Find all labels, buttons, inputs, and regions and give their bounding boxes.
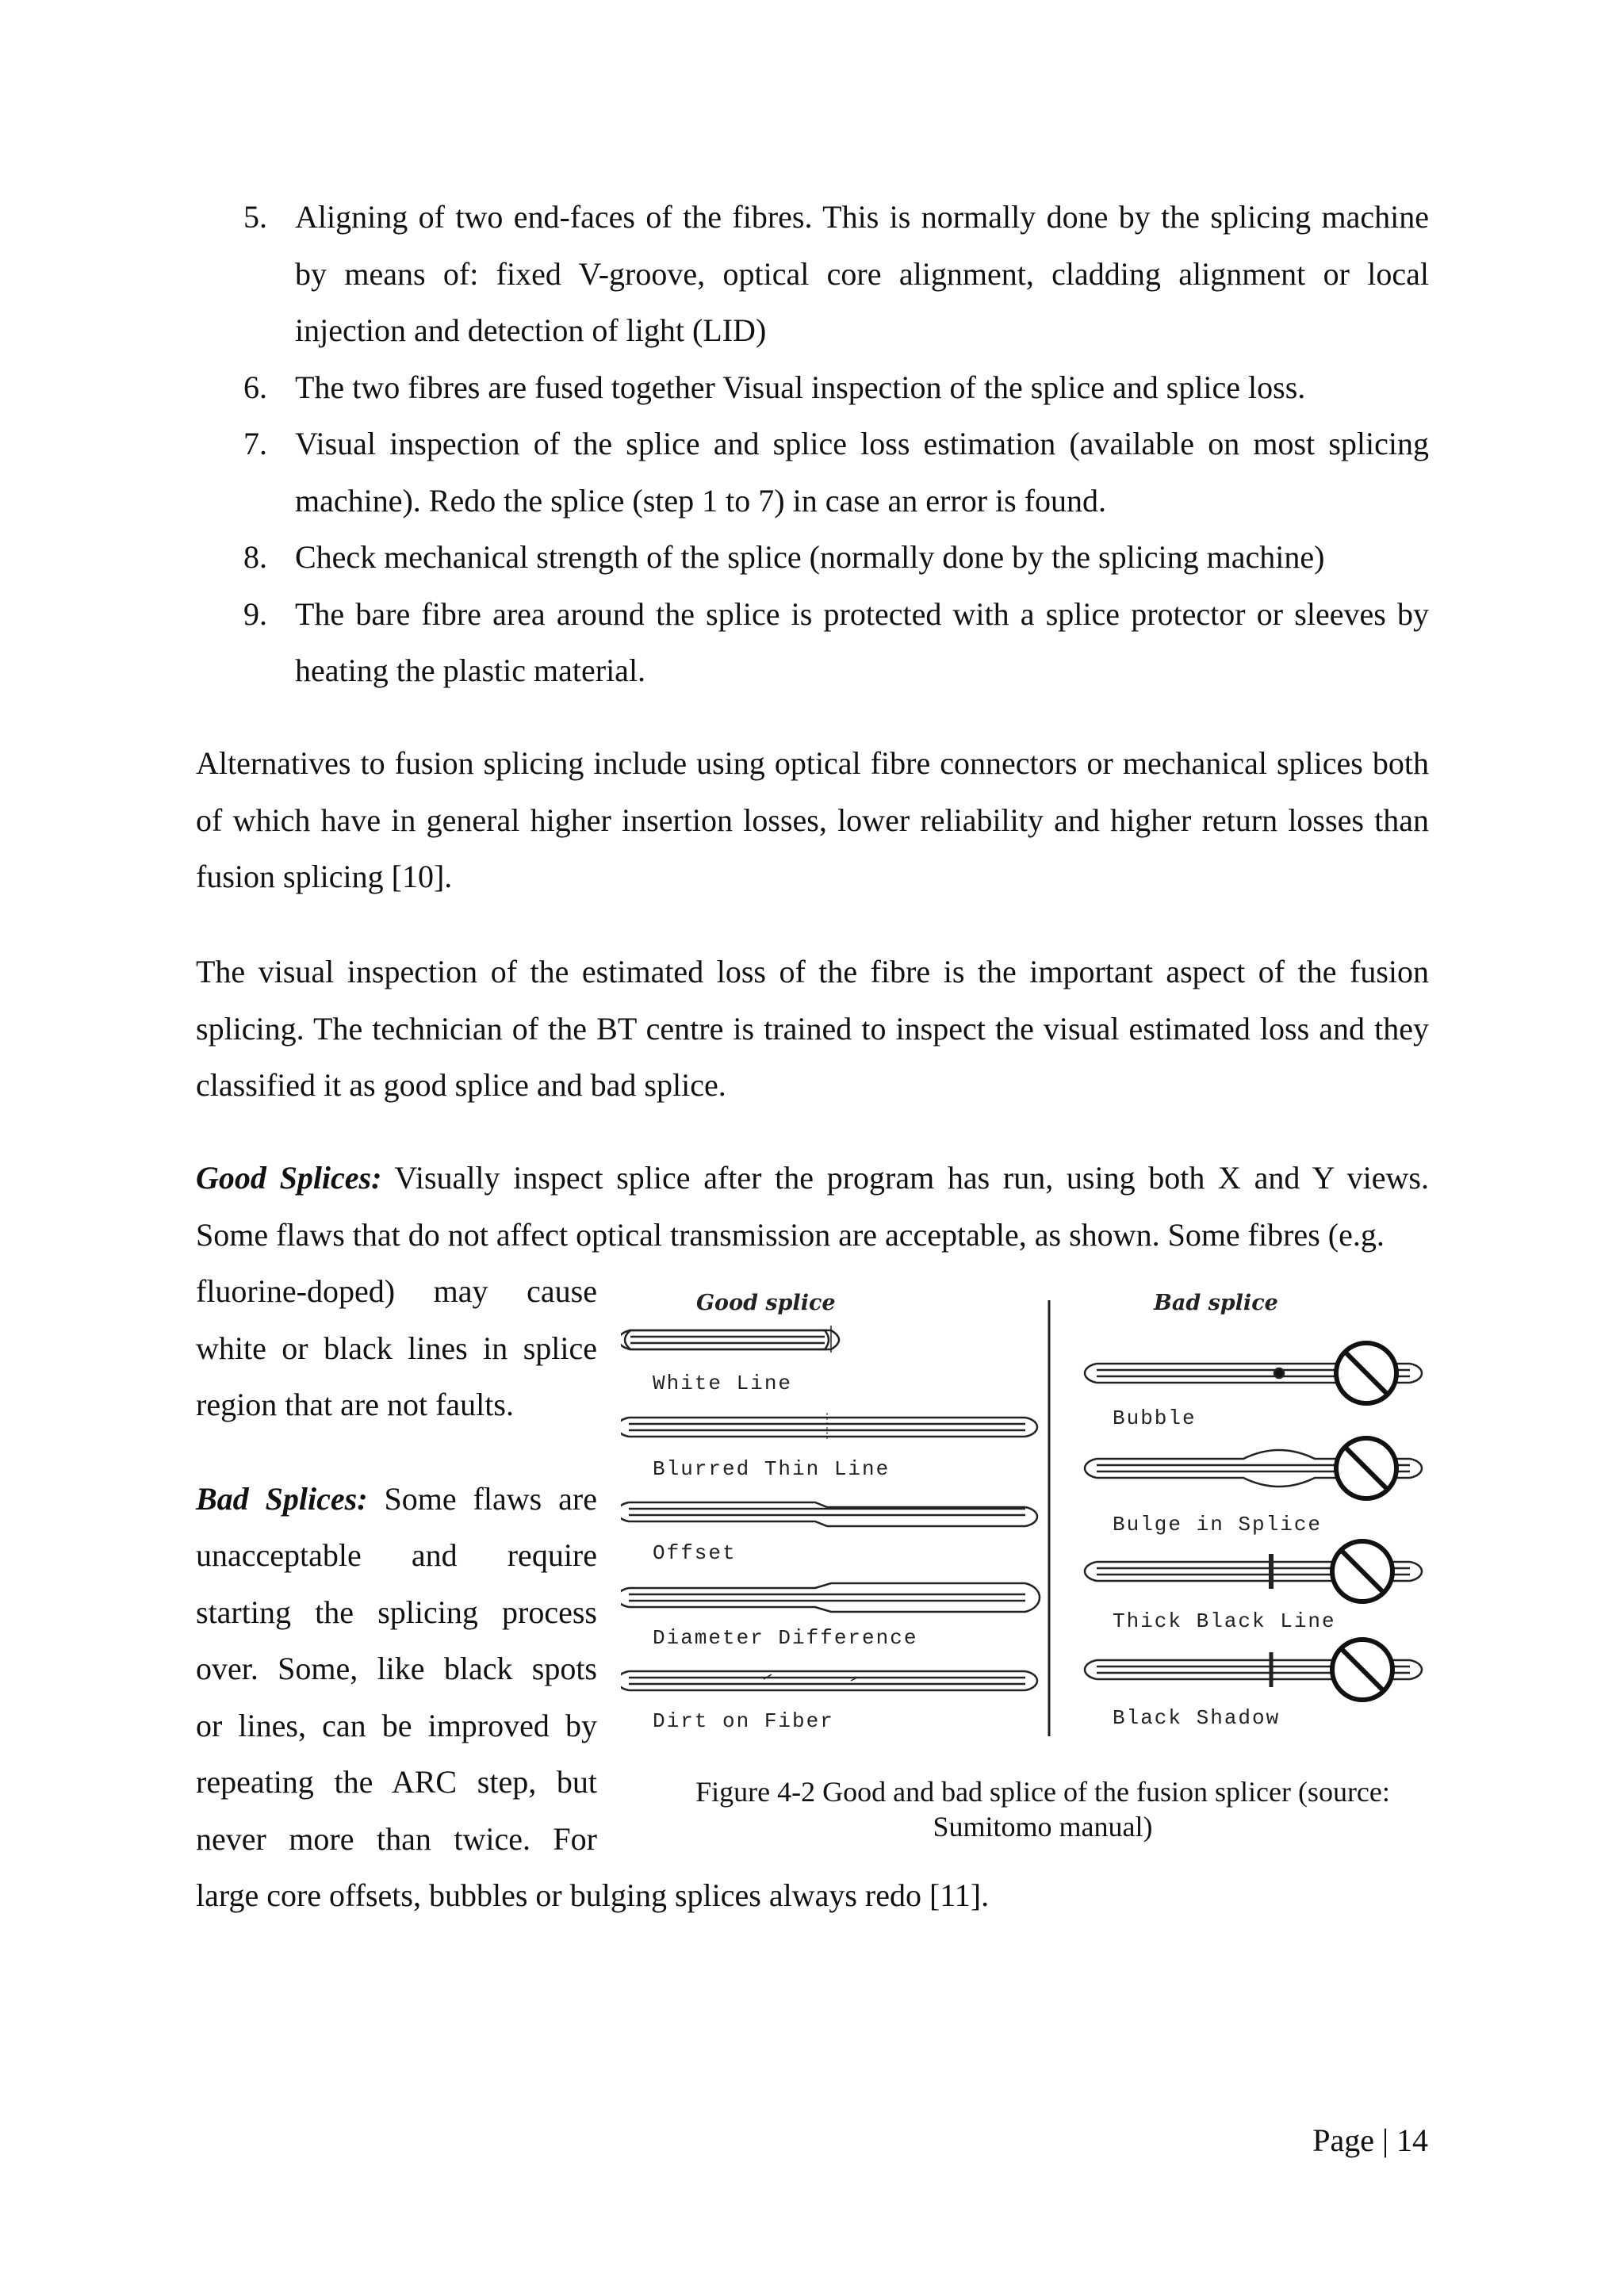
list-text: Check mechanical strength of the splice (normally done by the splicing machine) bbox=[295, 539, 1325, 575]
numbered-list bbox=[196, 189, 1429, 699]
list-text: The two fibres are fused together Visual inspection of the splice and splice loss. bbox=[295, 369, 1306, 405]
bad-item-label: Thick Black Line bbox=[1113, 1609, 1336, 1633]
prohibition-icon bbox=[1332, 1541, 1392, 1601]
good-item-label: Offset bbox=[653, 1541, 737, 1565]
bad-item-label: Bubble bbox=[1113, 1406, 1197, 1430]
good-item-label: Dirt on Fiber bbox=[653, 1709, 834, 1733]
good-item-label: Blurred Thin Line bbox=[653, 1457, 891, 1481]
good-blurred-line-illustration bbox=[621, 1413, 1037, 1441]
bad-splices-line bbox=[196, 1471, 597, 1528]
list-item bbox=[196, 586, 1429, 699]
list-number: 5. bbox=[243, 199, 267, 235]
splice-figure bbox=[621, 1284, 1461, 1744]
good-splices-intro: Visually inspect splice after the program has run, using both X and Y views. Some flaws that do not affect optical transmission are acceptable, as shown. Some fibres (e.g. bbox=[196, 1160, 1429, 1253]
page-number: Page | 14 bbox=[1312, 2122, 1428, 2158]
list-number: 9. bbox=[243, 595, 267, 632]
good-offset-illustration bbox=[621, 1502, 1037, 1526]
prohibition-icon bbox=[1332, 1640, 1392, 1700]
bad-splices-heading: Bad Splices: bbox=[196, 1481, 368, 1517]
prohibition-icon bbox=[1336, 1438, 1396, 1498]
bad-splices-line: never more than twice. For bbox=[196, 1821, 597, 1857]
bad-splices-first-rest: Some flaws are bbox=[367, 1481, 597, 1517]
list-item bbox=[196, 529, 1429, 586]
bad-splices-line: starting the splicing process bbox=[196, 1594, 597, 1630]
bad-splices-final-line: large core offsets, bubbles or bulging splices always redo [11]. bbox=[196, 1877, 990, 1913]
bad-splices-line: unacceptable and require bbox=[196, 1537, 597, 1573]
good-splices-line: region that are not faults. bbox=[196, 1387, 514, 1422]
good-splices-heading: Good Splices: bbox=[196, 1160, 382, 1196]
list-item bbox=[196, 359, 1429, 416]
bad-splices-line: over. Some, like black spots bbox=[196, 1651, 597, 1686]
bad-splices-line: repeating the ARC step, but bbox=[196, 1764, 597, 1800]
good-diameter-difference-illustration bbox=[621, 1583, 1040, 1612]
list-text: Visual inspection of the splice and splice loss estimation (available on most splicing machine). Redo the splice (step 1 to 7) in case an error is found. bbox=[295, 426, 1429, 519]
bad-item-label: Black Shadow bbox=[1113, 1706, 1281, 1730]
bad-splices-line: or lines, can be improved by bbox=[196, 1708, 597, 1743]
list-text: The bare fibre area around the splice is protected with a splice protector or sleeves by heating the plastic material. bbox=[295, 595, 1429, 688]
list-item bbox=[196, 415, 1429, 529]
good-dirt-on-fiber-illustration bbox=[621, 1671, 1037, 1690]
figure-caption-line: Sumitomo manual) bbox=[933, 1811, 1153, 1843]
good-splices-line: white or black lines in splice bbox=[196, 1330, 597, 1366]
paragraph-alternatives: Alternatives to fusion splicing include using optical fibre connectors or mechanical splices both of which have in general higher insertion losses, lower reliability and higher return losses than fusion splicing [10]. bbox=[196, 745, 1429, 894]
list-number: 8. bbox=[243, 539, 267, 575]
figure-caption bbox=[634, 1774, 1451, 1844]
good-item-label: Diameter Difference bbox=[653, 1626, 918, 1650]
good-splices-line: fluorine-doped) may cause bbox=[196, 1273, 597, 1309]
paragraph-good-splices bbox=[196, 1150, 1429, 1263]
list-text: Aligning of two end-faces of the fibres. This is normally done by the splicing machine by means of: fixed V-groove, optical core alignment, cladding alignment or local injection and detection of light (LID) bbox=[295, 199, 1429, 348]
prohibition-icon bbox=[1336, 1343, 1396, 1403]
figure-caption-line: Figure 4-2 Good and bad splice of the fusion splicer (source: bbox=[695, 1776, 1390, 1808]
good-item-label: White Line bbox=[653, 1372, 793, 1395]
list-item bbox=[196, 189, 1429, 359]
bad-item-label: Bulge in Splice bbox=[1113, 1513, 1323, 1536]
paragraph-visual-inspection: The visual inspection of the estimated loss of the fibre is the important aspect of the fusion splicing. The technician of the BT centre is trained to inspect the visual estimated loss and they classified it as good splice and bad splice. bbox=[196, 954, 1429, 1103]
list-number: 6. bbox=[243, 369, 267, 405]
bad-splice-title: Bad splice bbox=[1154, 1291, 1278, 1315]
list-number: 7. bbox=[243, 426, 267, 461]
good-splice-title: Good splice bbox=[696, 1291, 836, 1315]
